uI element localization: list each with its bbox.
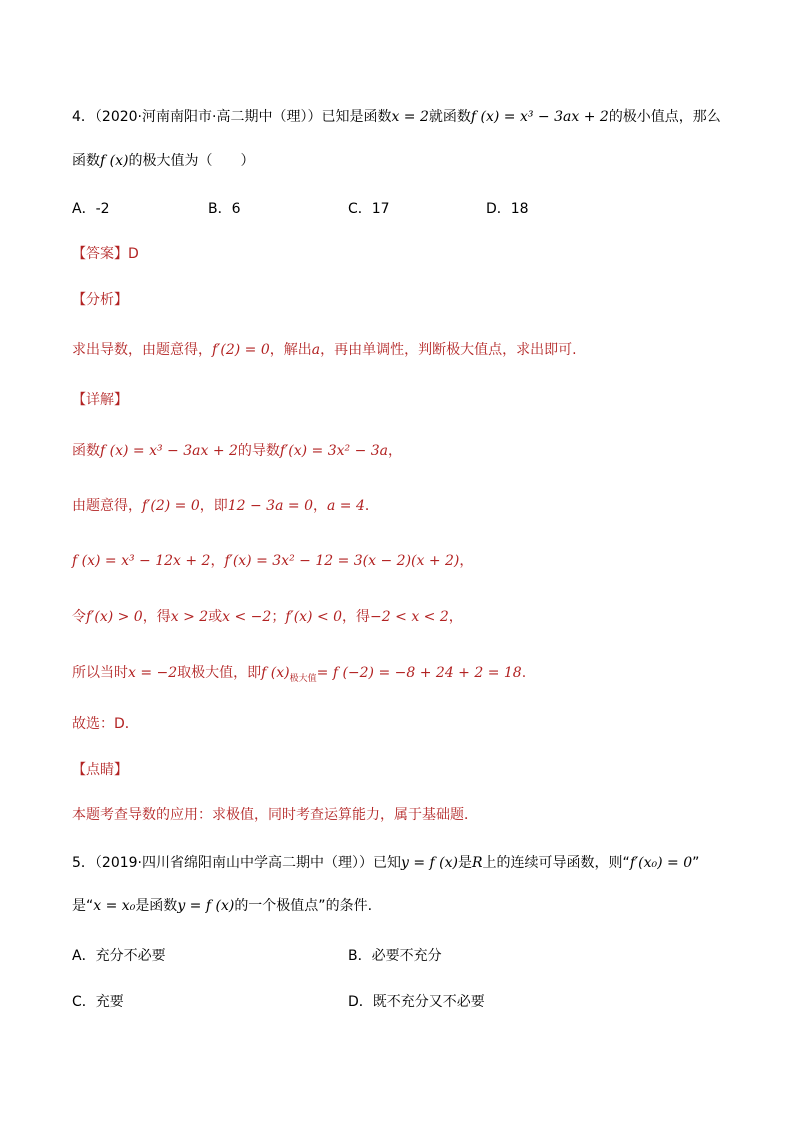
- q4-number: 4．: [72, 109, 95, 125]
- detail-line6: 故选：D．: [72, 716, 139, 732]
- comment-label: 【点睛】: [72, 762, 128, 778]
- detail-text: ，: [388, 443, 403, 459]
- q4-option-a: A．-2: [72, 201, 110, 217]
- q4-option-c: C．17: [348, 201, 390, 217]
- q4-text: 已知是函数: [321, 109, 392, 125]
- q4-text: 的极小值点，那么: [608, 109, 721, 125]
- q4-cond: x = 2: [391, 109, 429, 125]
- detail-expr: f′(x) = 3x² − 12 = 3(x − 2)(x + 2): [224, 553, 460, 569]
- detail-text: ；: [271, 609, 286, 625]
- q5-text: 已知: [373, 855, 401, 871]
- detail-text: 或: [208, 609, 223, 625]
- analysis-var: a: [311, 342, 321, 358]
- detail-line3: [72, 551, 473, 571]
- detail-expr: −2 < x < 2: [370, 609, 449, 625]
- detail-expr: f′(2) = 0: [142, 498, 200, 514]
- q5-source: （2019·四川省绵阳南山中学高二期中（理））: [94, 855, 373, 871]
- detail-text: 所以当时: [72, 665, 128, 681]
- q5-line2: [72, 896, 372, 916]
- detail-text: ，: [210, 553, 225, 569]
- q5-line1: [72, 853, 699, 873]
- detail-expr: = f (−2) = −8 + 24 + 2 = 18: [316, 665, 522, 681]
- analysis-text-c: ，再由单调性，判断极大值点，求出即可.: [320, 342, 577, 358]
- analysis-text-a: 求出导数，由题意得，: [72, 342, 212, 358]
- analysis-text-b: ，解出: [269, 342, 312, 358]
- q5-option-d: D．既不充分又不必要: [348, 994, 485, 1010]
- q5-option-a: A．充分不必要: [72, 948, 166, 964]
- q4-text: 的极大值为（ ）: [128, 153, 255, 169]
- detail-line1: [72, 441, 402, 461]
- analysis-text: [72, 340, 577, 360]
- answer-label: 【答案】: [72, 246, 128, 262]
- detail-expr: x > 2: [170, 609, 209, 625]
- detail-text: 由题意得，: [72, 498, 142, 514]
- detail-subscript: 极大值: [289, 674, 317, 684]
- answer-value: D: [128, 246, 139, 262]
- q4-text: 函数: [72, 153, 100, 169]
- q5-number: 5．: [72, 855, 95, 871]
- q4-option-d: D．18: [486, 201, 529, 217]
- q5-text: ”: [692, 855, 700, 871]
- detail-expr: f (x) = x³ − 12x + 2: [72, 553, 211, 569]
- q4-text: 就函数: [428, 109, 471, 125]
- q5-text: 的一个极值点”的条件.: [234, 898, 373, 914]
- detail-expr: x = −2: [128, 665, 178, 681]
- detail-text: 的导数: [237, 443, 280, 459]
- detail-expr: x < −2: [222, 609, 272, 625]
- q5-expr: x = x₀: [93, 898, 136, 914]
- detail-expr: f′(x) = 3x² − 3a: [279, 443, 389, 459]
- detail-expr: f (x) = x³ − 3ax + 2: [100, 443, 238, 459]
- q4-line1: [72, 107, 721, 127]
- q4-line2: [72, 151, 254, 171]
- detail-line2: [72, 496, 379, 516]
- detail-text: .: [521, 665, 527, 681]
- comment-text: 本题考查导数的应用：求极值，同时考查运算能力，属于基础题．: [72, 807, 478, 823]
- detail-expr: a = 4: [326, 498, 365, 514]
- q5-set-r: R: [472, 855, 483, 871]
- q5-text: 是“: [72, 898, 94, 914]
- detail-label: 【详解】: [72, 392, 128, 408]
- detail-text: ，即: [199, 498, 228, 514]
- q5-option-c: C．充要: [72, 994, 124, 1010]
- detail-line5: [72, 663, 526, 689]
- detail-text: 令: [72, 609, 86, 625]
- detail-text: ，: [312, 498, 327, 514]
- detail-text: ，: [448, 609, 463, 625]
- q4-line2-func: f (x): [100, 153, 129, 169]
- detail-expr: f′(x) > 0: [86, 609, 143, 625]
- detail-text: ，: [459, 553, 474, 569]
- q5-text: 是: [458, 855, 472, 871]
- q5-option-b: B．必要不充分: [348, 948, 442, 964]
- detail-expr: 12 − 3a = 0: [227, 498, 313, 514]
- q4-option-b: B．6: [208, 201, 241, 217]
- q4-source: （2020·河南南阳市·高二期中（理））: [94, 109, 322, 125]
- q5-expr: y = f (x): [177, 898, 235, 914]
- detail-line4: [72, 607, 463, 627]
- detail-text: 取极大值，即: [177, 665, 262, 681]
- detail-text: ，得: [342, 609, 371, 625]
- detail-expr: f (x): [261, 665, 290, 681]
- detail-expr: f′(x) < 0: [285, 609, 343, 625]
- q5-text: 是函数: [135, 898, 178, 914]
- analysis-expr: f′(2) = 0: [212, 342, 270, 358]
- q4-func: f (x) = x³ − 3ax + 2: [470, 109, 609, 125]
- q5-expr: f′(x₀) = 0: [629, 855, 693, 871]
- detail-text: 函数: [72, 443, 100, 459]
- answer-line: [72, 244, 139, 264]
- q5-text: 上的连续可导函数，则“: [482, 855, 630, 871]
- detail-text: ．: [364, 498, 379, 514]
- analysis-label: 【分析】: [72, 292, 128, 308]
- q5-expr: y = f (x): [401, 855, 458, 871]
- detail-text: ，得: [142, 609, 171, 625]
